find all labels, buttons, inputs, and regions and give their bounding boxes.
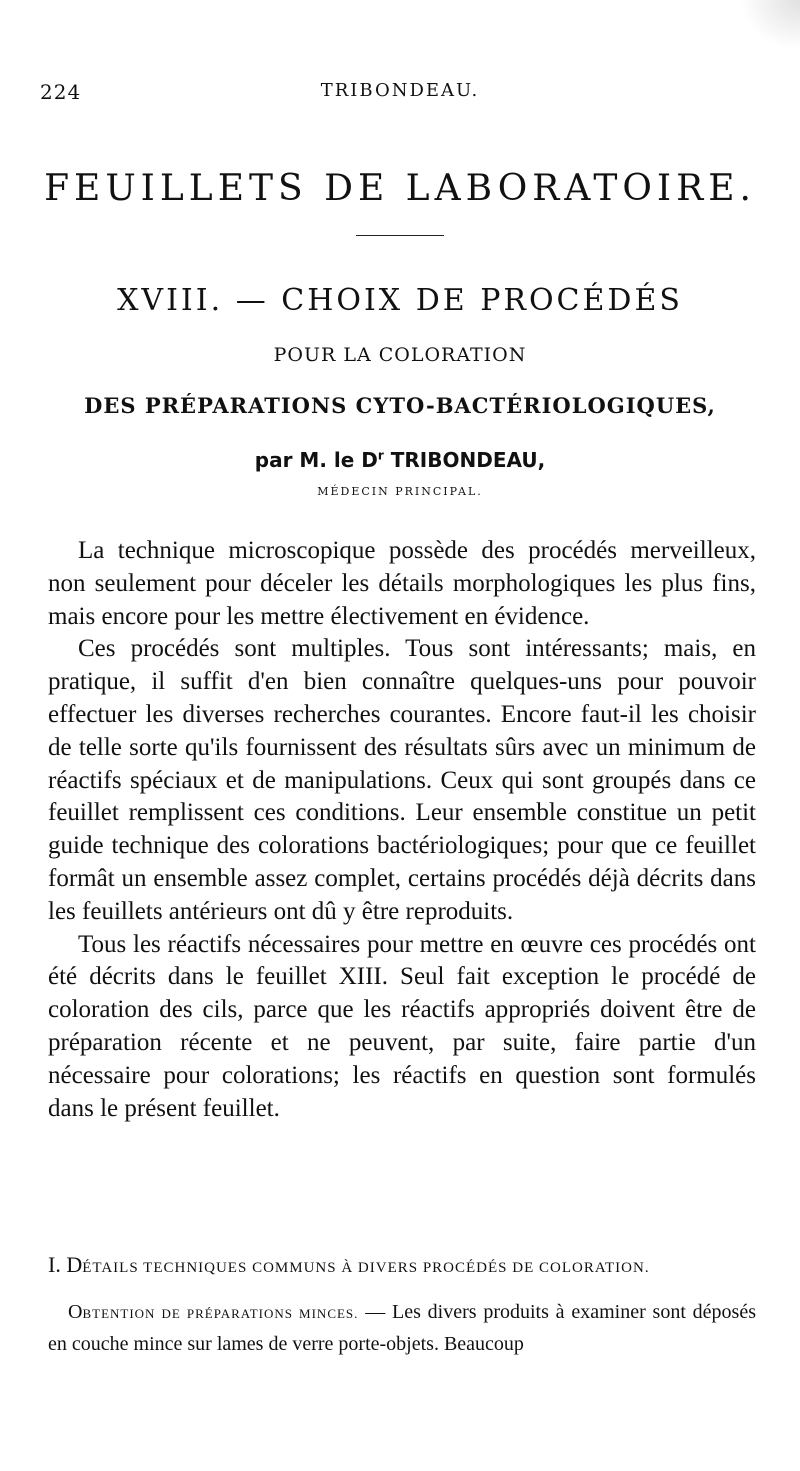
- section-subtitle-1: POUR LA COLORATION: [273, 344, 527, 366]
- main-title: FEUILLETS DE LABORATOIRE.: [44, 168, 756, 209]
- section-subtitle-2: DES PRÉPARATIONS CYTO-BACTÉRIOLOGIQUES,: [84, 393, 716, 418]
- byline-prefix: par M. le D: [254, 448, 378, 472]
- section-heading-number: I.: [48, 1252, 61, 1277]
- page-smudge: [740, 0, 800, 50]
- running-title: TRIBONDEAU.: [320, 80, 480, 101]
- paragraph: Tous les réactifs nécessaires pour mettre en œuvre ces procédés ont été décrits dans le feuillet XIII. Seul fait exception le procédé de coloration des cils, parce que les réactifs appropriés doivent être de préparation récente et ne peuvent, par suite, faire partie d'un nécessaire pour colorations; les réactifs en question sont formulés dans le présent feuillet.: [48, 930, 756, 1122]
- running-head: [40, 80, 760, 110]
- section-heading: [48, 1252, 756, 1278]
- final-paragraph-initial: O: [68, 1301, 83, 1323]
- byline-superscript: r: [377, 448, 384, 463]
- final-paragraph: [48, 1297, 756, 1359]
- section-heading-initial: D: [66, 1252, 83, 1277]
- section-heading-text: ÉTAILS TECHNIQUES COMMUNS À DIVERS PROCÉDÉS DE COLORATION.: [82, 1260, 650, 1276]
- final-paragraph-lead: BTENTION DE PRÉPARATIONS MINCES.: [82, 1306, 359, 1321]
- byline-author: TRIBONDEAU,: [390, 448, 546, 472]
- page-number: 224: [40, 80, 82, 104]
- paragraph: Ces procédés sont multiples. Tous sont intéressants; mais, en pratique, il suffit d'en bien connaître quelques-uns pour pouvoir effectuer les diverses recherches courantes. Encore faut-il les choisir de telle sorte qu'ils fournissent des résultats sûrs avec un minimum de réactifs spéciaux et de manipulations. Ceux qui sont groupés dans ce feuillet remplissent ces conditions. Leur ensemble constitue un petit guide technique des colorations bactériologiques; pour que ce feuillet formât un ensemble assez complet, certains procédés déjà décrits dans les feuillets antérieurs ont dû y être reproduits.: [48, 635, 756, 925]
- section-title: XVIII. — CHOIX DE PROCÉDÉS: [117, 283, 683, 318]
- author-affiliation: MÉDECIN PRINCIPAL.: [317, 485, 483, 498]
- body-text: [48, 535, 756, 1125]
- title-rule: [356, 235, 444, 236]
- byline: [0, 448, 800, 472]
- paragraph: La technique microscopique possède des procédés merveilleux, non seulement pour déceler les détails morphologiques les plus fins, mais encore pour les mettre électivement en évidence.: [48, 537, 756, 630]
- final-paragraph-text: — Les divers produits à examiner sont déposés en couche mince sur lames de verre porte-objets. Beaucoup: [48, 1301, 756, 1355]
